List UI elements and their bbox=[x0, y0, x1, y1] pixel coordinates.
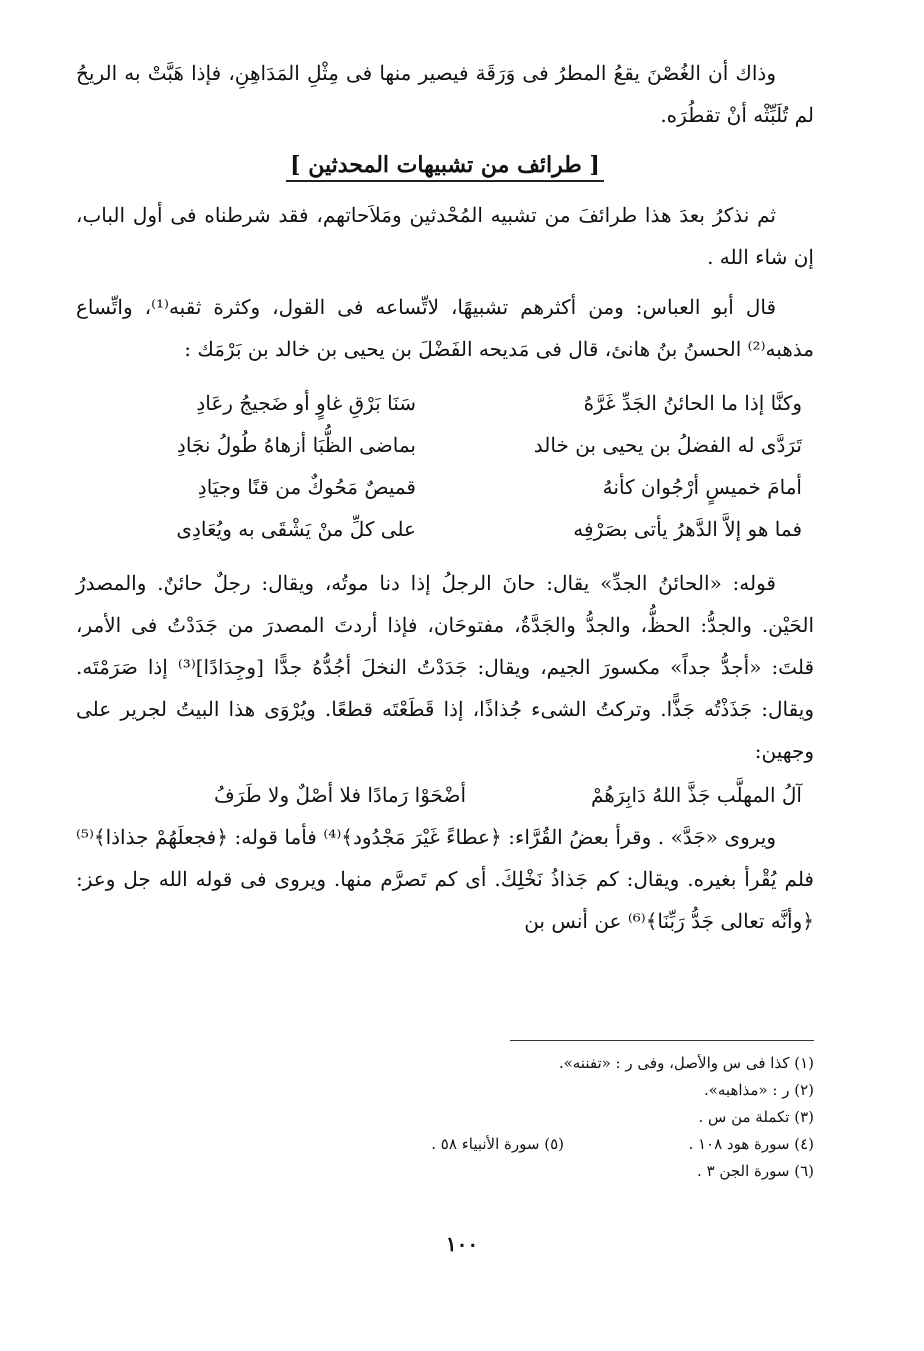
verse-hemistich-first: تَرَدَّى له الفضلُ بن يحيى بن خالد bbox=[533, 433, 802, 457]
single-verse bbox=[76, 774, 814, 816]
verse-hemistich-first: فما هو إلاَّ الدَّهرُ يأتى بصَرْفِه bbox=[573, 517, 802, 541]
verse-hemistich-first: آلُ المهلَّب جَذَّ اللهُ دَابِرَهُمْ bbox=[591, 783, 802, 807]
paragraph-4: ويروى «جَدَّ» . وقرأ بعضُ القُرَّاء: ﴿عطاءً غَيْرَ مَجْدُود﴾⁽⁴⁾ فأما قوله: ﴿فجعلَهُمْ جذاذا﴾⁽⁵⁾ فلم يُقْرأ بغيره. ويقال: كم جَذاذُ نَخْلِكَ. أى كم تَصرَّم منها. ويروى فى قوله الله جل وعز: ﴿وأنَّه تعالى جَدُّ رَبِّنَا﴾⁽⁶⁾ عن أنس بن bbox=[76, 825, 814, 933]
verse-hemistich-second: بماضى الظُّبَا أزهاهُ طُولُ نجَادِ bbox=[176, 433, 416, 457]
verse-hemistich-first: وكنَّا إذا ما الحائنُ الجَدِّ غَرَّهُ bbox=[583, 391, 802, 415]
poem-verses bbox=[76, 382, 814, 550]
verse-line bbox=[76, 424, 814, 466]
verse-line bbox=[76, 466, 814, 508]
paragraph-2: قال أبو العباس: ومن أكثرهم تشبيهًا، لاتِّساعه فى القول، وكثرة ثقبه⁽¹⁾، واتِّساع مذهبه⁽²⁾ الحسنُ بنُ هانئ، قال فى مَديحه الفَضْلَ بن يحيى بن خالد بن بَرْمَك : bbox=[76, 295, 814, 361]
verse-hemistich-first: أمامَ خميسٍ أرْجُوان كأنهُ bbox=[602, 475, 802, 499]
verse-hemistich-second: على كلِّ منْ يَشْقَى به ويُعَادِى bbox=[176, 517, 416, 541]
paragraph-3: قوله: «الحائنُ الجدِّ» يقال: حانَ الرجلُ إذا دنا موتُه، ويقال: رجلٌ حائنٌ. والمصدرُ الحَيْن. والجدُّ: الحظُّ، والجدُّ والجَدَّةُ، مفتوحَان، فإذا أردتَ المصدرَ من جَدَدْتُ فى الأمر، قلتَ: «أجدُّ جداً» مكسورَ الجيم، ويقال: جَدَدْتُ النخلَ أجُدُّهُ جدًّا [وجِدَادًا]⁽³⁾ إذا صَرَمْتَه. ويقال: جَذَذْتُه جَذًّا. وتركتُ الشىء جُذاذًا، إذا قَطَعْتَه قطعًا. ويُرْوَى هذا البيتُ لجرير على وجهين: bbox=[76, 571, 814, 763]
section-heading-text: [ طرائف من تشبيهات المحدثين ] bbox=[286, 152, 604, 182]
footnote-4: (٤) سورة هود ١٠٨ . bbox=[688, 1135, 814, 1153]
verse-hemistich-second: سَنَا بَرْقِ غاوٍ أو ضَجيجُ رعَادِ bbox=[196, 391, 416, 415]
verse-hemistich-second: قميصٌ مَحُوكٌ من قنًا وجيَادِ bbox=[197, 475, 416, 499]
paragraph-1: ثم نذكرُ بعدَ هذا طرائفَ من تشبيه المُحْدثين ومَلاَحاتهم، فقد شرطناه فى أول الباب، إن شاء الله . bbox=[76, 203, 814, 269]
section-heading bbox=[76, 148, 814, 182]
verse-line bbox=[76, 508, 814, 550]
verse-hemistich-second: أضْحَوْا رَمادًا فلا أصْلٌ ولا طَرَفُ bbox=[214, 783, 466, 807]
footnote-divider bbox=[510, 1040, 814, 1041]
footnote-6: (٦) سورة الجن ٣ . bbox=[697, 1162, 814, 1180]
footnote-2: (٢) ر : «مذاهبه». bbox=[703, 1081, 814, 1099]
intro-paragraph: وذاك أن الغُصْنَ يقعُ المطرُ فى وَرَقَة فيصير منها فى مِثْلِ المَدَاهِنِ، فإذا هَبَّتْ به الريحُ لم تُلَبِّثْه أنْ تقطُرَه. bbox=[76, 61, 814, 127]
footnote-3: (٣) تكملة من س . bbox=[698, 1108, 814, 1126]
page-body bbox=[76, 52, 814, 942]
footnote-row bbox=[300, 1131, 814, 1158]
verse-line bbox=[76, 382, 814, 424]
footnotes bbox=[300, 1050, 814, 1185]
footnote-5: (٥) سورة الأنبياء ٥٨ . bbox=[431, 1135, 564, 1153]
footnote-1: (١) كذا فى س والأصل، وفى ر : «تفننه». bbox=[558, 1054, 814, 1072]
page-number: ١٠٠ bbox=[445, 1232, 479, 1256]
